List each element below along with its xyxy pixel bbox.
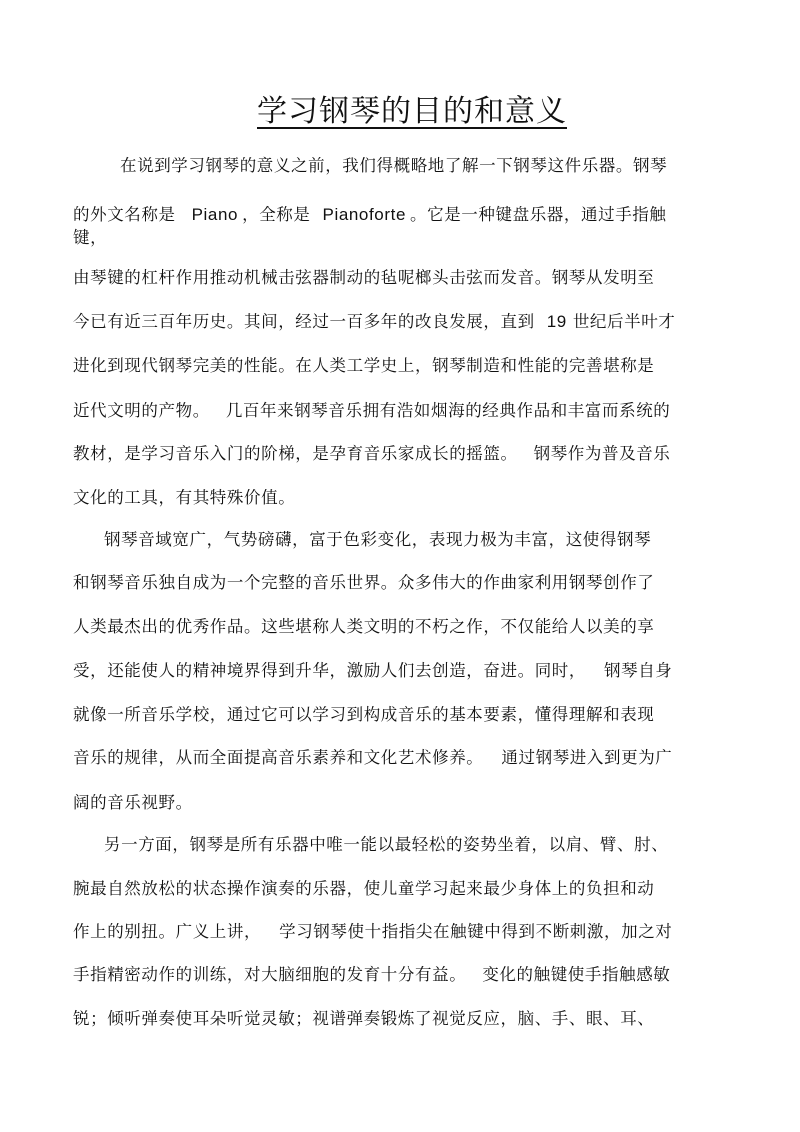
- paragraph-line: [73, 744, 672, 768]
- paragraph-line: [73, 308, 675, 332]
- text-span: 键，: [73, 228, 108, 247]
- text-span: 就像一所音乐学校，通过它可以学习到构成音乐的基本要素，懂得理解和表现: [73, 705, 655, 724]
- paragraph-line: [73, 484, 295, 508]
- text-span: 钢琴作为普及音乐: [533, 444, 671, 463]
- text-span: 手指精密动作的训练，对大脑细胞的发育十分有益。: [73, 965, 467, 984]
- text-span: 的外文名称是: [73, 205, 176, 224]
- paragraph-line: [73, 264, 654, 288]
- paragraph-line: [73, 201, 667, 225]
- paragraph-line: [73, 789, 193, 813]
- text-span: 腕最自然放松的状态操作演奏的乐器，使儿童学习起来最少身体上的负担和动: [73, 879, 655, 898]
- paragraph-line: [73, 657, 672, 681]
- text-span: 几百年来钢琴音乐拥有浩如烟海的经典作品和丰富而系统的: [225, 401, 671, 420]
- text-span: ，全称是: [242, 205, 311, 224]
- text-span: 世纪后半叶才: [572, 312, 676, 331]
- document-title: 学习钢琴的目的和意义: [257, 94, 567, 129]
- paragraph-line: [73, 352, 654, 376]
- text-span: 今已有近三百年历史。其间，经过一百多年的改良发展，直到: [73, 312, 535, 331]
- text-span: 。它是一种键盘乐器，通过手指触: [410, 205, 667, 224]
- paragraph-line: [73, 569, 654, 593]
- paragraph-line: [73, 961, 670, 985]
- text-span: 在说到学习钢琴的意义之前，我们得概略地了解一下钢琴这件乐器。钢琴: [120, 156, 668, 175]
- paragraph-line: [120, 152, 667, 176]
- paragraph-line: [104, 831, 668, 855]
- latin-term: Piano: [191, 205, 239, 224]
- text-span: 受，还能使人的精神境界得到升华，激励人们去创造，奋进。同时，: [73, 661, 586, 680]
- text-span: 和钢琴音乐独自成为一个完整的音乐世界。众多伟大的作曲家利用钢琴创作了: [73, 573, 655, 592]
- text-span: 锐；倾听弹奏使耳朵听觉灵敏；视谱弹奏锻炼了视觉反应，脑、手、眼、耳、: [73, 1009, 655, 1028]
- text-span: 由琴键的杠杆作用推动机械击弦器制动的毡呢榔头击弦而发音。钢琴从发明至: [73, 268, 655, 287]
- paragraph-line: [73, 397, 670, 421]
- text-span: 音乐的规律，从而全面提高音乐素养和文化艺术修养。: [73, 748, 484, 767]
- paragraph-line: [73, 918, 672, 942]
- latin-number: 19: [546, 312, 567, 331]
- paragraph-line: [73, 1005, 654, 1029]
- text-span: 进化到现代钢琴完美的性能。在人类工学史上，钢琴制造和性能的完善堪称是: [73, 356, 655, 375]
- paragraph-line: [73, 701, 654, 725]
- text-span: 文化的工具，有其特殊价值。: [73, 488, 296, 507]
- text-span: 人类最杰出的优秀作品。这些堪称人类文明的不朽之作，不仅能给人以美的享: [73, 617, 655, 636]
- text-span: 变化的触键使手指触感敏: [482, 965, 671, 984]
- text-span: 钢琴自身: [604, 661, 673, 680]
- text-span: 近代文明的产物。: [73, 401, 210, 420]
- text-span: 钢琴音域宽广，气势磅礴，富于色彩变化，表现力极为丰富，这使得钢琴: [104, 530, 652, 549]
- paragraph-line: [73, 224, 107, 248]
- paragraph-line: [73, 440, 670, 464]
- paragraph-line: [73, 875, 654, 899]
- text-span: 作上的别扭。广义上讲，: [73, 922, 262, 941]
- text-span: 教材，是学习音乐入门的阶梯，是孕育音乐家成长的摇篮。: [73, 444, 518, 463]
- text-span: 阔的音乐视野。: [73, 793, 193, 812]
- text-span: 学习钢琴使十指指尖在触键中得到不断刺激，加之对: [279, 922, 673, 941]
- paragraph-line: [104, 526, 651, 550]
- text-span: 通过钢琴进入到更为广: [501, 748, 673, 767]
- text-span: 另一方面，钢琴是所有乐器中唯一能以最轻松的姿势坐着，以肩、臂、肘、: [104, 835, 669, 854]
- paragraph-line: [73, 613, 654, 637]
- latin-term: Pianoforte: [322, 205, 406, 224]
